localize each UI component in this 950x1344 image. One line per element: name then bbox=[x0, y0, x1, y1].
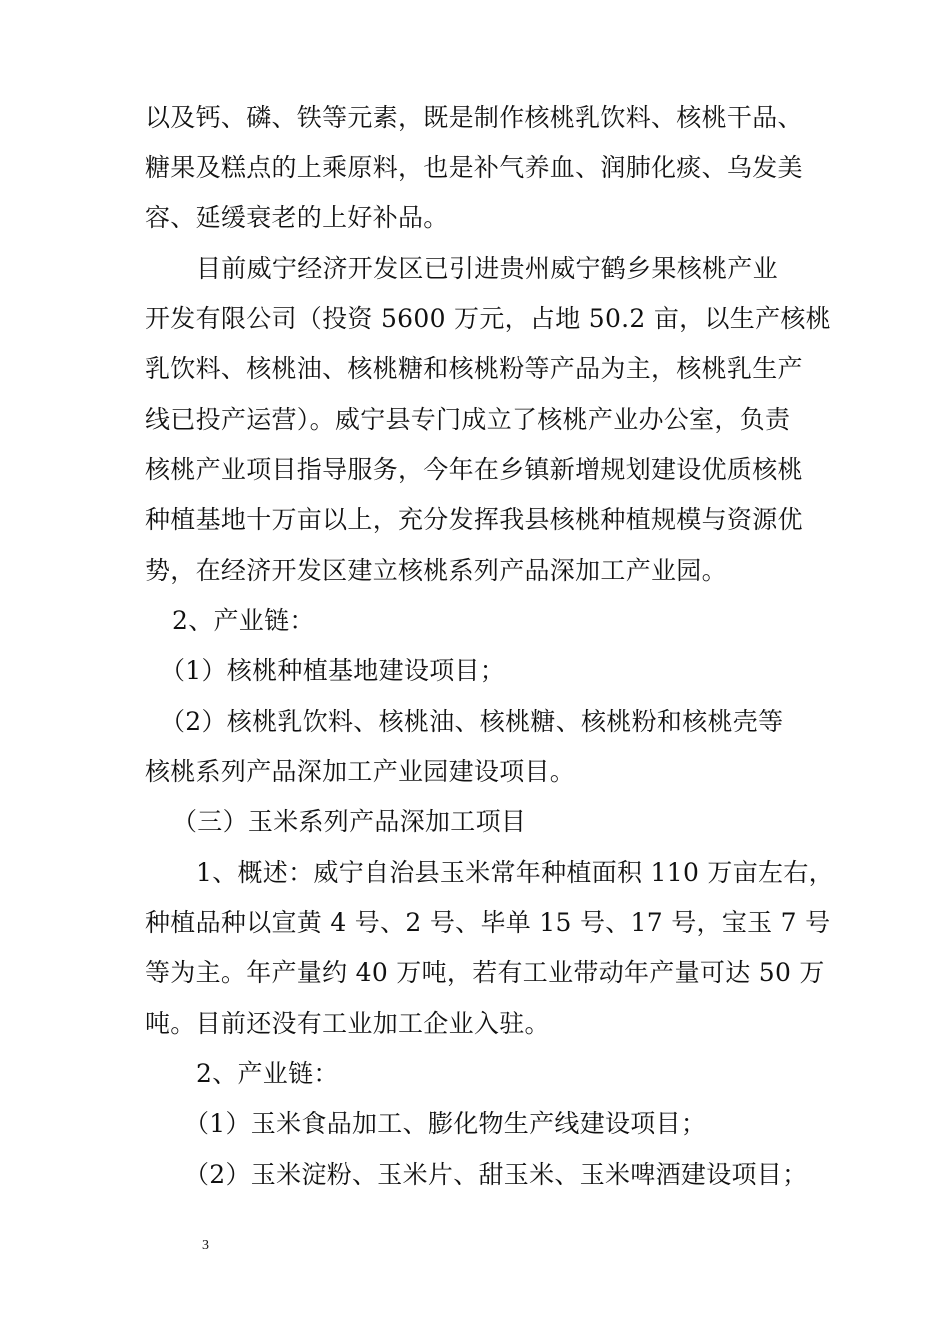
body-text-line: 1、概述：威宁自治县玉米常年种植面积 110 万亩左右， bbox=[196, 858, 834, 887]
body-text-line: 开发有限公司（投资 5600 万元，占地 50.2 亩，以生产核桃 bbox=[145, 304, 831, 333]
body-text-line: 容、延缓衰老的上好补品。 bbox=[145, 203, 449, 232]
body-text-line: 糖果及糕点的上乘原料，也是补气养血、润肺化痰、乌发美 bbox=[145, 153, 803, 182]
body-text-line: 以及钙、磷、铁等元素，既是制作核桃乳饮料、核桃干品、 bbox=[145, 103, 803, 132]
list-item: （1）玉米食品加工、膨化物生产线建设项目； bbox=[184, 1109, 707, 1138]
body-text-line: 势，在经济开发区建立核桃系列产品深加工产业园。 bbox=[145, 556, 727, 585]
body-text-line: 核桃产业项目指导服务，今年在乡镇新增规划建设优质核桃 bbox=[145, 455, 803, 484]
list-item: （2）玉米淀粉、玉米片、甜玉米、玉米啤酒建设项目； bbox=[184, 1160, 808, 1189]
section-heading: 2、产业链： bbox=[196, 1059, 339, 1088]
body-text-line: 种植基地十万亩以上，充分发挥我县核桃种植规模与资源优 bbox=[145, 505, 803, 534]
body-text-line: 乳饮料、核桃油、核桃糖和核桃粉等产品为主，核桃乳生产 bbox=[145, 354, 803, 383]
list-item: （1）核桃种植基地建设项目； bbox=[160, 656, 506, 685]
body-text-line: 目前威宁经济开发区已引进贵州威宁鹤乡果核桃产业 bbox=[196, 254, 778, 283]
body-text-line: 线已投产运营）。威宁县专门成立了核桃产业办公室，负责 bbox=[145, 405, 791, 434]
section-heading: 2、产业链： bbox=[172, 606, 315, 635]
list-item: （2）核桃乳饮料、核桃油、核桃糖、核桃粉和核桃壳等 bbox=[160, 707, 784, 736]
body-text-line: 等为主。年产量约 40 万吨，若有工业带动年产量可达 50 万 bbox=[145, 958, 825, 987]
page-number: 3 bbox=[202, 1238, 209, 1253]
list-item: 核桃系列产品深加工产业园建设项目。 bbox=[145, 757, 576, 786]
section-heading: （三）玉米系列产品深加工项目 bbox=[172, 807, 527, 836]
body-text-line: 种植品种以宣黄 4 号、2 号、毕单 15 号、17 号，宝玉 7 号 bbox=[145, 908, 831, 937]
body-text-line: 吨。目前还没有工业加工企业入驻。 bbox=[145, 1009, 550, 1038]
